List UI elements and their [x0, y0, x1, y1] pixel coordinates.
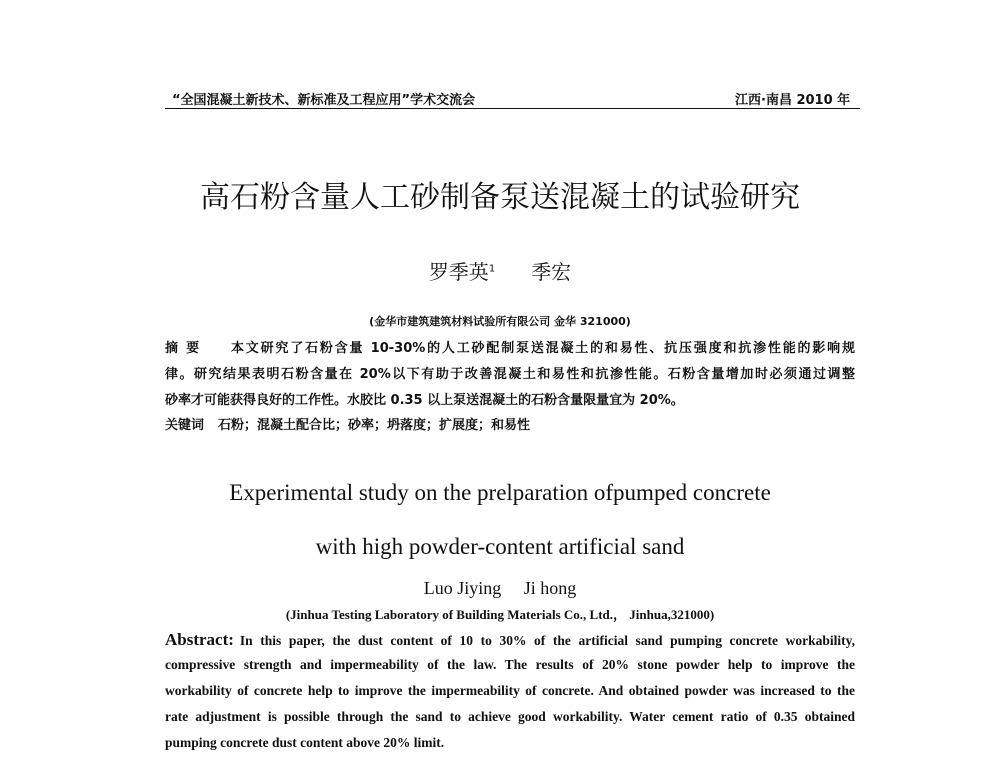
english-abstract-line: pumping concrete dust content above 20% limit.	[165, 735, 445, 750]
english-abstract-label: Abstract:	[165, 630, 234, 649]
chinese-authors	[0, 256, 1000, 285]
english-authors: Luo Jiying Ji hong	[423, 578, 577, 598]
chinese-keywords	[165, 414, 855, 433]
abstract-text: 本文研究了石粉含量 10-30%的人工砂配制泵送混凝土的和易性、抗压强度和抗渗性能的影响规	[230, 341, 855, 356]
running-header-conference: “全国混凝土新技术、新标准及工程应用”学术交流会	[172, 93, 476, 108]
header-rule	[165, 108, 860, 109]
abstract-text: In this paper, the dust content of 10 to 30% of the artificial sand pumping concrete workability,	[239, 633, 855, 648]
chinese-keywords-label: 关键词	[165, 418, 205, 433]
english-abstract-line: workability of concrete help to improve the impermeability of concrete. And obtained powder was increased to the	[165, 683, 855, 698]
running-header-location-date: 江西·南昌 2010 年	[735, 93, 851, 108]
english-affiliation: (Jinhua Testing Laboratory of Building Materials Co., Ltd.， Jinhua,321000)	[285, 607, 715, 622]
english-abstract-line: compressive strength and impermeability of the law. The results of 20% stone powder help to improve the	[165, 657, 855, 672]
chinese-abstract-line: 律。研究结果表明石粉含量在 20%以下有助于改善混凝土和易性和抗渗性能。石粉含量增加时必须通过调整	[165, 367, 855, 382]
english-abstract-line: rate adjustment is possible through the sand to achieve good workability. Water cement ratio of 0.35 obtained	[165, 709, 855, 724]
chinese-affiliation: (金华市建筑建筑材料试验所有限公司 金华 321000)	[369, 315, 631, 328]
english-abstract-line	[165, 630, 855, 650]
english-title-line-1: Experimental study on the prelparation ofpumped concrete	[229, 480, 771, 505]
chinese-abstract-line	[165, 337, 855, 356]
author-1-affiliation-mark: 1	[488, 263, 496, 275]
chinese-abstract-label: 摘 要	[165, 341, 201, 356]
english-title-line-2: with high powder-content artificial sand	[315, 534, 685, 559]
chinese-title: 高石粉含量人工砂制备泵送混凝土的试验研究	[200, 180, 800, 215]
keywords-text: 石粉；混凝土配合比；砂率；坍落度；扩展度；和易性	[218, 418, 531, 433]
chinese-abstract-line: 砂率才可能获得良好的工作性。水胶比 0.35 以上泵送混凝土的石粉含量限量宜为 20%。	[165, 393, 684, 408]
author-2: 季宏	[531, 260, 572, 284]
author-1: 罗季英	[428, 260, 489, 284]
